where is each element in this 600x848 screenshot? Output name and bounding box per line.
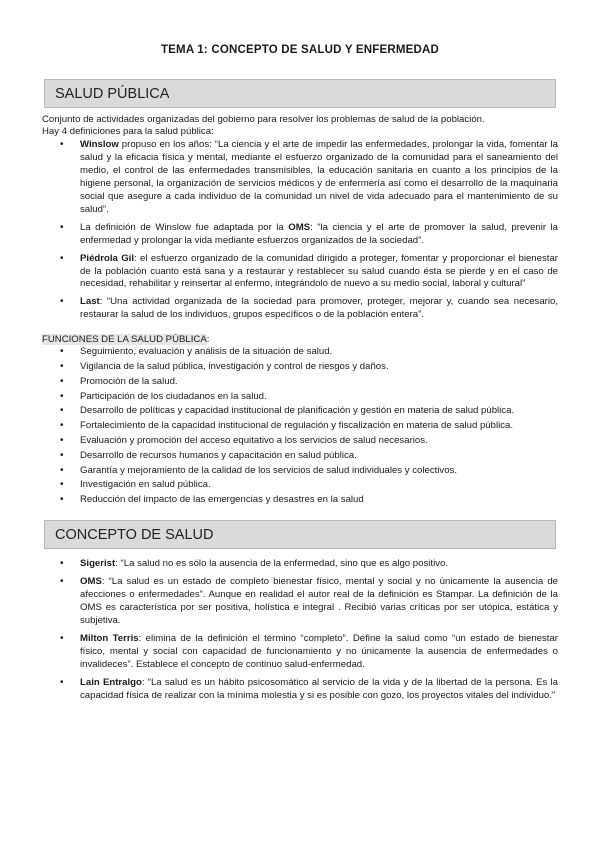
intro-line: Hay 4 definiciones para la salud pública: bbox=[42, 126, 214, 138]
function-item: • Seguimiento, evaluación y análisis de la situación de salud. bbox=[42, 346, 558, 358]
definition-term: Piédrola Gil bbox=[80, 252, 134, 264]
functions-heading bbox=[42, 334, 558, 346]
function-item: • Investigación en salud pública. bbox=[42, 479, 558, 491]
definition-pre: La definición de Winslow fue adaptada por la bbox=[80, 221, 289, 233]
definition-item bbox=[42, 222, 558, 248]
section-heading-concepto-de-salud: CONCEPTO DE SALUD bbox=[44, 520, 556, 549]
concept-text: : “La salud es un estado de completo bienestar físico, mental y social y no únicamente la ausencia de afecciones o enfermedades”. Aunque en realidad el autor real de la definición es Stampar. La definición de la OMS es característica por ser positiva, holística e integral . Recibió varias críticas por ser utópica, estática y subjetiva. bbox=[80, 576, 558, 626]
section-heading-salud-publica: SALUD PÚBLICA bbox=[44, 79, 556, 108]
concept-term: Lain Entralgo bbox=[80, 676, 142, 688]
functions-heading-text: FUNCIONES DE LA SALUD PÚBLICA bbox=[42, 334, 207, 346]
concept-item bbox=[42, 558, 558, 571]
concept-text: : “La salud es un hábito psicosomático al servicio de la vida y de la libertad de la persona. Es la capacidad física de realizar con la mínima molestia y si es posible con gozo, los proyectos vitales del individuo.” bbox=[80, 676, 559, 701]
function-item: • Desarrollo de políticas y capacidad institucional de planificación y gestión en materia de salud pública. bbox=[42, 405, 558, 417]
function-item: • Garantía y mejoramiento de la calidad de los servicios de salud individuales y colectivos. bbox=[42, 465, 558, 477]
function-item: • Participación de los ciudadanos en la salud. bbox=[42, 391, 558, 403]
definition-text: : “la ciencia y el arte de promover la salud, prevenir la enfermedad y prolongar la vida mediante esfuerzos organizados de la sociedad”. bbox=[80, 221, 558, 246]
definition-text: : el esfuerzo organizado de la comunidad dirigido a proteger, fomentar y proporcionar el bienestar de la población cuanto está sana y a restaurar y restablecer su salud cuando ésta se pierde y en el caso de necesidad, rehabilitar y reinsertar al enfermo, integrándolo de nuevo a su medio social, laboral y cultural” bbox=[80, 252, 558, 290]
concept-text: : “La salud no es sólo la ausencia de la enfermedad, sino que es algo positivo. bbox=[115, 558, 449, 570]
definition-text: : “Una actividad organizada de la sociedad para promover, proteger, mejorar y, cuando sea necesario, restaurar la salud de los individuos, grupos específicos o de la población entera”. bbox=[80, 296, 558, 321]
definition-item bbox=[42, 296, 558, 322]
definition-item bbox=[42, 253, 558, 292]
definition-item bbox=[42, 139, 558, 216]
definitions-list bbox=[42, 139, 558, 322]
concept-term: Sigerist bbox=[80, 558, 116, 570]
concept-item bbox=[42, 576, 558, 628]
document-title: TEMA 1: CONCEPTO DE SALUD Y ENFERMEDAD bbox=[160, 44, 440, 56]
function-item: • Fortalecimiento de la capacidad institucional de regulación y fiscalización en materia de salud pública. bbox=[42, 420, 558, 432]
concept-item bbox=[42, 677, 558, 703]
definition-term: OMS bbox=[288, 221, 311, 233]
intro-paragraph bbox=[42, 114, 558, 138]
concept-term: Milton Terris bbox=[80, 632, 139, 644]
functions-heading-colon: : bbox=[206, 334, 210, 346]
intro-line: Conjunto de actividades organizadas del gobierno para resolver los problemas de salud de la población. bbox=[42, 114, 485, 125]
concept-item bbox=[42, 633, 558, 672]
function-item: • Vigilancia de la salud pública, investigación y control de riesgos y daños. bbox=[42, 361, 558, 373]
concept-term: OMS bbox=[80, 576, 102, 588]
function-item: • Promoción de la salud. bbox=[42, 376, 558, 388]
concept-text: : elimina de la definición el término “completo”. Define la salud como “un estado de bienestar físico, mental y social con capacidad de funcionamiento y no únicamente la ausencia de enfermedades o invalideces”. Establece el concepto de continuo salud-enfermedad. bbox=[80, 632, 559, 670]
definition-term: Winslow bbox=[80, 139, 119, 151]
function-item: • Reducción del impacto de las emergencias y desastres en la salud bbox=[42, 494, 558, 506]
function-item: • Evaluación y promoción del acceso equitativo a los servicios de salud necesarios. bbox=[42, 435, 558, 447]
function-item: • Desarrollo de recursos humanos y capacitación en salud pública. bbox=[42, 450, 558, 462]
concept-list bbox=[42, 558, 558, 702]
definition-text: propuso en los años: “La ciencia y el arte de impedir las enfermedades, prolongar la vida, fomentar la salud y la eficacia física y mental, mediante el esfuerzo organizado de la comunidad para el saneamiento del medio, el control de las enfermedades transmisibles, la educación sanitaria en cuanto a los principios de la higiene personal, la organización de servicios médicos y de enfermería así como el desarrollo de la maquinaria social que asegure a cada individuo de la comunidad un nivel de vida adecuado para el mantenimiento de su salud”. bbox=[80, 139, 558, 215]
functions-list bbox=[42, 346, 558, 506]
definition-term: Last bbox=[80, 296, 100, 308]
